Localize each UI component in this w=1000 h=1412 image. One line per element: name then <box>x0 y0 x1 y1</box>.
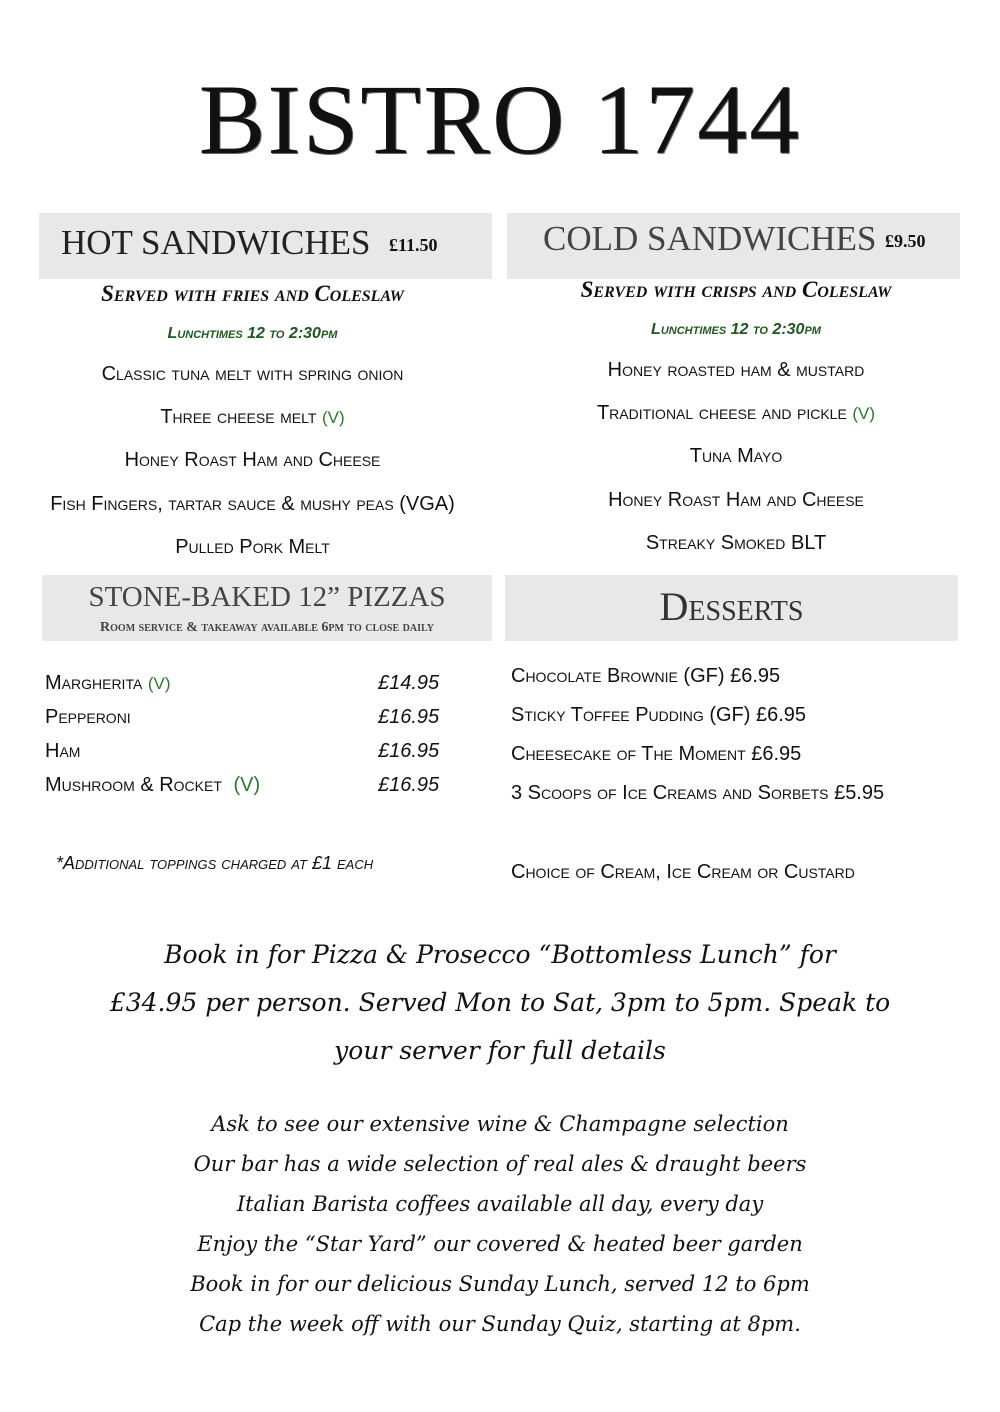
extras-line: Ask to see our extensive wine & Champagne selection <box>211 1112 789 1136</box>
page-title: BISTRO 1744 <box>198 64 802 175</box>
dessert-item: Sticky Toffee Pudding (GF) £6.95 <box>511 704 807 726</box>
hot-served-with: Served with fries and Coleslaw <box>101 281 404 306</box>
promo-line: £34.95 per person. Served Mon to Sat, 3pm to 5pm. Speak to <box>109 988 891 1017</box>
pizza-price: £16.95 <box>378 774 440 796</box>
vegetarian-tag: (V) <box>233 774 261 796</box>
toppings-note: *Additional toppings charged at £1 each <box>56 853 374 873</box>
dessert-item: Cheesecake of The Moment £6.95 <box>511 743 802 765</box>
dessert-item: 3 Scoops of Ice Creams and Sorbets £5.95 <box>511 782 885 804</box>
cold-served-with: Served with crisps and Coleslaw <box>580 277 892 302</box>
hot-sandwiches-header <box>39 213 492 279</box>
promo-line: your server for full details <box>334 1036 666 1065</box>
cold-sandwiches-price: £9.50 <box>885 231 926 251</box>
pizza-price: £16.95 <box>378 740 440 762</box>
cold-item: Streaky Smoked BLT <box>645 532 827 554</box>
vegetarian-tag: (V) <box>147 674 171 693</box>
cold-lunch-hours: Lunchtimes 12 to 2:30pm <box>651 321 821 338</box>
extras-line: Book in for our delicious Sunday Lunch, served 12 to 6pm <box>190 1272 810 1296</box>
pizza-row <box>45 706 131 729</box>
hot-item: Honey Roast Ham and Cheese <box>124 449 381 471</box>
hot-sandwiches-heading: HOT SANDWICHES <box>61 223 371 262</box>
dessert-choice: Choice of Cream, Ice Cream or Custard <box>511 861 855 883</box>
pizza-row <box>45 740 80 763</box>
cold-item: Honey roasted ham & mustard <box>607 359 865 381</box>
vegetarian-tag: (V) <box>852 404 876 423</box>
cold-item <box>500 402 972 425</box>
extras-line: Enjoy the “Star Yard” our covered & heated beer garden <box>197 1232 803 1256</box>
vegetarian-tag: (V) <box>322 408 345 427</box>
hot-lunch-hours: Lunchtimes 12 to 2:30pm <box>167 325 338 342</box>
cold-item-label: Traditional cheese and pickle <box>596 402 847 424</box>
hot-item <box>0 406 505 429</box>
desserts-heading: Desserts <box>659 584 804 629</box>
pizza-row <box>45 672 171 695</box>
pizzas-header <box>42 575 492 641</box>
extras-line: Cap the week off with our Sunday Quiz, starting at 8pm. <box>199 1312 801 1336</box>
extras-line: Our bar has a wide selection of real ales & draught beers <box>193 1152 807 1176</box>
pizzas-subheading: Room service & takeaway available 6pm to close daily <box>100 620 434 635</box>
hot-item-label: Three cheese melt <box>160 406 317 428</box>
hot-item: Classic tuna melt with spring onion <box>101 363 404 385</box>
hot-item: Fish Fingers, tartar sauce & mushy peas (VGA) <box>50 493 455 515</box>
extras-line: Italian Barista coffees available all day, every day <box>236 1192 764 1216</box>
pizza-name: Ham <box>45 740 81 762</box>
pizza-name: Mushroom & Rocket <box>45 774 222 796</box>
cold-sandwiches-header <box>507 213 960 279</box>
cold-item: Tuna Mayo <box>689 445 783 467</box>
dessert-item: Chocolate Brownie (GF) £6.95 <box>511 665 781 687</box>
cold-sandwiches-heading: COLD SANDWICHES <box>543 219 877 258</box>
pizza-price: £14.95 <box>378 672 440 694</box>
pizza-name: Pepperoni <box>45 706 131 728</box>
hot-sandwiches-price: £11.50 <box>389 235 438 255</box>
pizza-price: £16.95 <box>378 706 440 728</box>
pizza-name: Margherita <box>45 672 143 694</box>
pizza-row <box>45 774 260 797</box>
cold-item: Honey Roast Ham and Cheese <box>608 489 864 511</box>
desserts-header <box>505 575 958 641</box>
hot-item: Pulled Pork Melt <box>175 536 330 558</box>
promo-line: Book in for Pizza & Prosecco “Bottomless Lunch” for <box>164 940 836 969</box>
pizzas-heading: STONE-BAKED 12” PIZZAS <box>88 581 446 613</box>
